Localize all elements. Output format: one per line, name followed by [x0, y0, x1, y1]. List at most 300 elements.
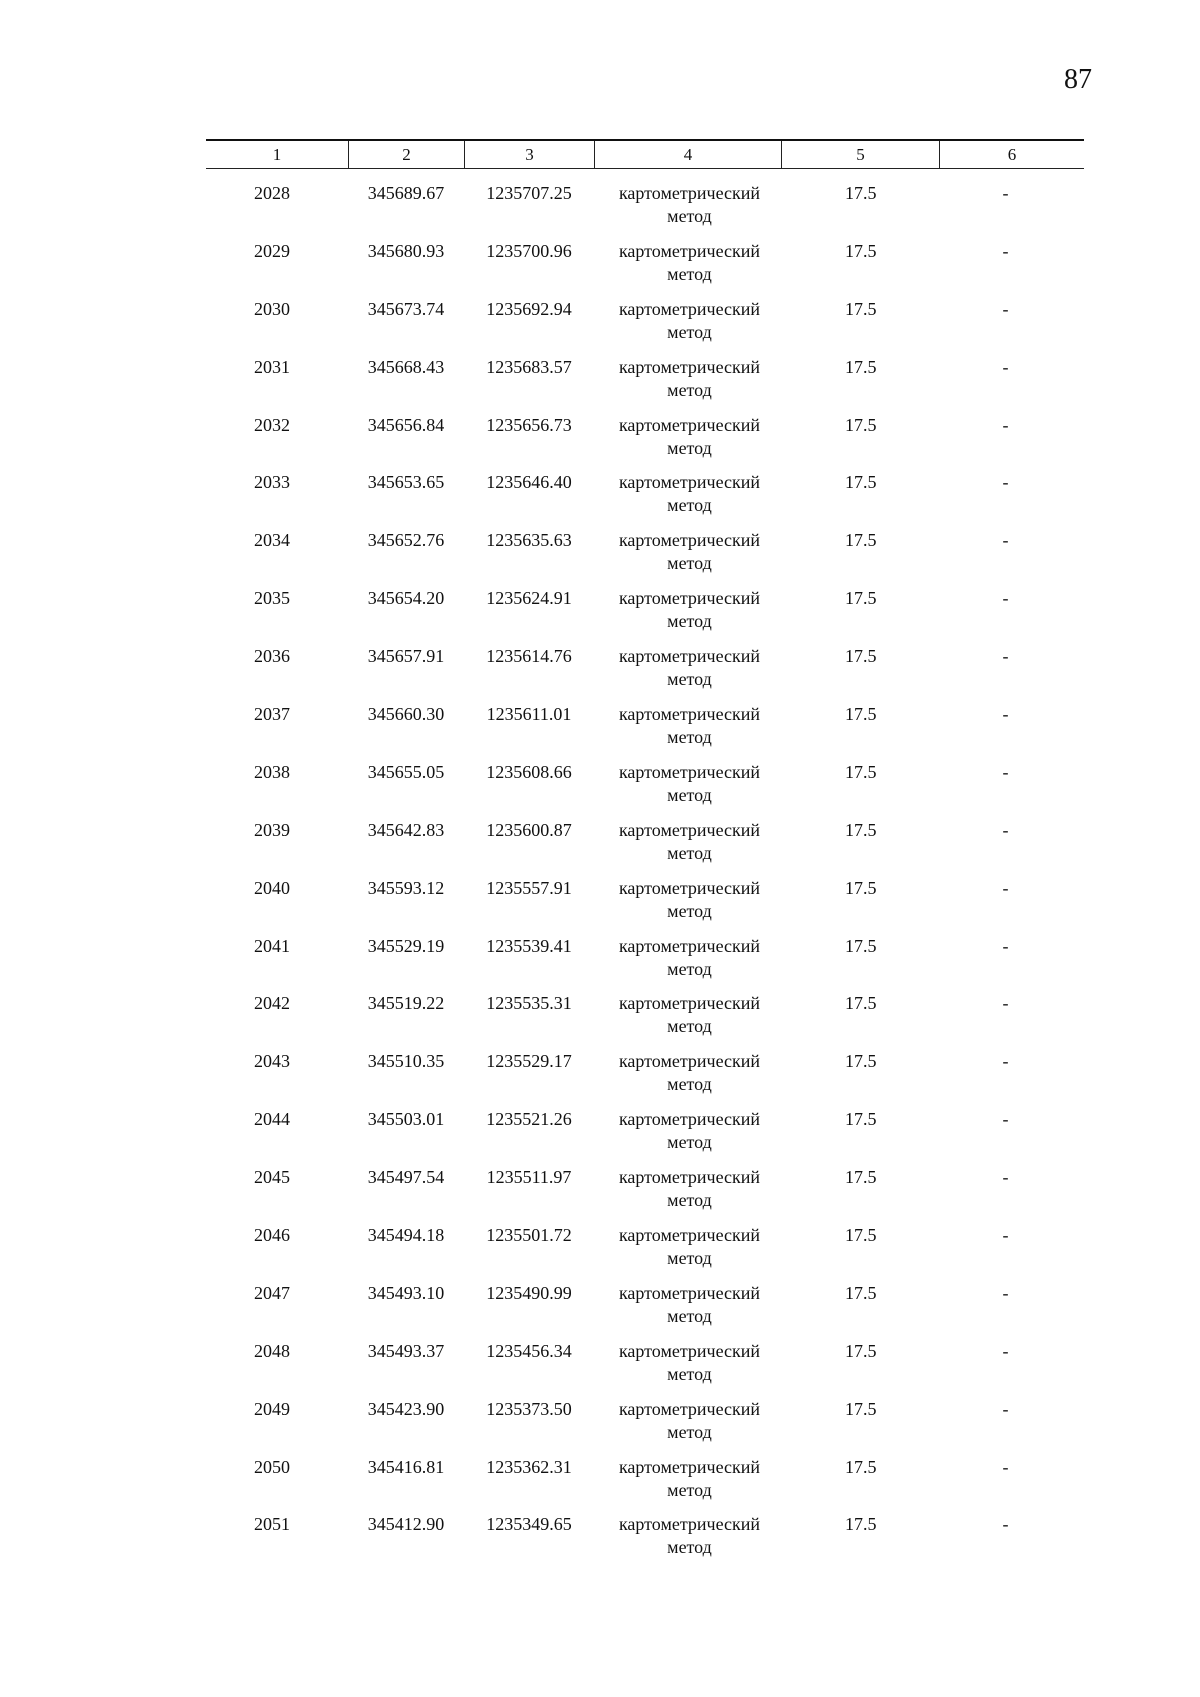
y-coordinate-cell: [464, 1269, 594, 1327]
y-coordinate-cell-text: 1235611.01: [486, 704, 572, 725]
point-number-cell-text: 2046: [254, 1225, 290, 1246]
point-number-cell-text: 2051: [254, 1514, 290, 1535]
point-number-cell-text: 2030: [254, 298, 290, 319]
method-cell: [594, 458, 781, 516]
point-number-cell-text: 2029: [254, 240, 290, 261]
point-number-cell: [206, 806, 348, 864]
y-coordinate-cell-text: 1235535.31: [486, 993, 572, 1014]
accuracy-cell: [781, 1211, 939, 1269]
y-coordinate-cell-text: 1235501.72: [486, 1225, 572, 1246]
x-coordinate-cell: [348, 343, 464, 401]
method-cell-text: метод: [667, 1421, 712, 1442]
column-header-5: 5: [781, 141, 939, 168]
point-number-cell: [206, 458, 348, 516]
y-coordinate-cell: [464, 1327, 594, 1385]
method-cell-text: картометрический: [618, 298, 761, 319]
y-coordinate-cell-text: 1235529.17: [486, 1051, 572, 1072]
accuracy-cell-text: 17.5: [845, 993, 877, 1014]
note-cell: [939, 748, 1084, 806]
method-cell-text: метод: [667, 321, 712, 342]
point-number-cell: [206, 1269, 348, 1327]
note-cell: [939, 690, 1084, 748]
method-cell-text: картометрический: [618, 1282, 761, 1303]
accuracy-cell: [781, 690, 939, 748]
note-cell: [939, 343, 1084, 401]
accuracy-cell-text: 17.5: [845, 1167, 877, 1188]
x-coordinate-cell: [348, 401, 464, 459]
note-cell: [939, 1095, 1084, 1153]
method-cell-text: метод: [667, 958, 712, 979]
accuracy-cell-text: 17.5: [845, 414, 877, 435]
table-row: [206, 285, 1084, 343]
accuracy-cell-text: 17.5: [845, 298, 877, 319]
note-cell: [939, 1269, 1084, 1327]
y-coordinate-cell-text: 1235456.34: [486, 1340, 572, 1361]
point-number-cell-text: 2036: [254, 646, 290, 667]
note-cell-text: -: [1002, 1514, 1009, 1535]
method-cell: [594, 864, 781, 922]
point-number-cell: [206, 1211, 348, 1269]
x-coordinate-cell: [348, 979, 464, 1037]
point-number-cell-text: 2045: [254, 1167, 290, 1188]
point-number-cell: [206, 690, 348, 748]
note-cell-text: -: [1002, 1456, 1009, 1477]
x-coordinate-cell-text: 345654.20: [367, 588, 445, 609]
accuracy-cell-text: 17.5: [845, 1398, 877, 1419]
column-header-2: 2: [348, 141, 464, 168]
note-cell: [939, 1037, 1084, 1095]
x-coordinate-cell: [348, 632, 464, 690]
accuracy-cell-text: 17.5: [845, 356, 877, 377]
x-coordinate-cell: [348, 458, 464, 516]
y-coordinate-cell: [464, 979, 594, 1037]
method-cell-text: метод: [667, 669, 712, 690]
table-row: [206, 169, 1084, 227]
accuracy-cell-text: 17.5: [845, 1225, 877, 1246]
method-cell: [594, 343, 781, 401]
x-coordinate-cell-text: 345656.84: [367, 414, 445, 435]
y-coordinate-cell-text: 1235608.66: [486, 761, 572, 782]
y-coordinate-cell: [464, 690, 594, 748]
x-coordinate-cell: [348, 285, 464, 343]
method-cell-text: метод: [667, 437, 712, 458]
table-row: [206, 1385, 1084, 1443]
table-row: [206, 690, 1084, 748]
accuracy-cell: [781, 979, 939, 1037]
method-cell-text: метод: [667, 263, 712, 284]
note-cell: [939, 922, 1084, 980]
accuracy-cell: [781, 516, 939, 574]
point-number-cell-text: 2049: [254, 1398, 290, 1419]
y-coordinate-cell-text: 1235700.96: [486, 240, 572, 261]
accuracy-cell-text: 17.5: [845, 1282, 877, 1303]
y-coordinate-cell: [464, 1095, 594, 1153]
accuracy-cell-text: 17.5: [845, 935, 877, 956]
accuracy-cell-text: 17.5: [845, 240, 877, 261]
point-number-cell-text: 2033: [254, 472, 290, 493]
method-cell-text: картометрический: [618, 935, 761, 956]
y-coordinate-cell: [464, 574, 594, 632]
accuracy-cell: [781, 806, 939, 864]
x-coordinate-cell: [348, 1153, 464, 1211]
method-cell-text: картометрический: [618, 472, 761, 493]
accuracy-cell-text: 17.5: [845, 1109, 877, 1130]
method-cell: [594, 1500, 781, 1558]
accuracy-cell-text: 17.5: [845, 530, 877, 551]
y-coordinate-cell: [464, 806, 594, 864]
y-coordinate-cell-text: 1235614.76: [486, 646, 572, 667]
method-cell: [594, 1385, 781, 1443]
point-number-cell-text: 2040: [254, 877, 290, 898]
y-coordinate-cell-text: 1235683.57: [486, 356, 572, 377]
x-coordinate-cell-text: 345423.90: [367, 1398, 445, 1419]
note-cell: [939, 458, 1084, 516]
note-cell-text: -: [1002, 240, 1009, 261]
method-cell-text: картометрический: [618, 877, 761, 898]
x-coordinate-cell-text: 345493.37: [367, 1340, 445, 1361]
point-number-cell: [206, 864, 348, 922]
method-cell-text: картометрический: [618, 1109, 761, 1130]
note-cell-text: -: [1002, 877, 1009, 898]
x-coordinate-cell-text: 345657.91: [367, 646, 445, 667]
x-coordinate-cell-text: 345412.90: [367, 1514, 445, 1535]
table-row: [206, 1327, 1084, 1385]
x-coordinate-cell: [348, 690, 464, 748]
column-header-6: 6: [939, 141, 1084, 168]
method-cell-text: метод: [667, 553, 712, 574]
table-row: [206, 516, 1084, 574]
method-cell-text: метод: [667, 727, 712, 748]
y-coordinate-cell-text: 1235656.73: [486, 414, 572, 435]
note-cell: [939, 806, 1084, 864]
x-coordinate-cell: [348, 227, 464, 285]
note-cell-text: -: [1002, 1282, 1009, 1303]
method-cell-text: картометрический: [618, 761, 761, 782]
note-cell: [939, 1443, 1084, 1501]
point-number-cell-text: 2035: [254, 588, 290, 609]
x-coordinate-cell: [348, 1037, 464, 1095]
point-number-cell: [206, 1443, 348, 1501]
table-row: [206, 922, 1084, 980]
note-cell-text: -: [1002, 704, 1009, 725]
note-cell: [939, 574, 1084, 632]
table-row: [206, 1095, 1084, 1153]
method-cell: [594, 227, 781, 285]
y-coordinate-cell-text: 1235557.91: [486, 877, 572, 898]
column-header-4: 4: [594, 141, 781, 168]
note-cell-text: -: [1002, 1167, 1009, 1188]
x-coordinate-cell-text: 345689.67: [367, 183, 445, 203]
x-coordinate-cell-text: 345655.05: [367, 761, 445, 782]
accuracy-cell: [781, 1153, 939, 1211]
accuracy-cell: [781, 632, 939, 690]
point-number-cell-text: 2042: [254, 993, 290, 1014]
method-cell-text: картометрический: [618, 993, 761, 1014]
y-coordinate-cell: [464, 1037, 594, 1095]
point-number-cell: [206, 285, 348, 343]
x-coordinate-cell: [348, 1211, 464, 1269]
note-cell-text: -: [1002, 414, 1009, 435]
accuracy-cell-text: 17.5: [845, 704, 877, 725]
y-coordinate-cell-text: 1235600.87: [486, 819, 572, 840]
method-cell: [594, 922, 781, 980]
x-coordinate-cell: [348, 1443, 464, 1501]
note-cell: [939, 401, 1084, 459]
accuracy-cell: [781, 1095, 939, 1153]
method-cell-text: картометрический: [618, 414, 761, 435]
method-cell-text: метод: [667, 1479, 712, 1500]
x-coordinate-cell-text: 345652.76: [367, 530, 445, 551]
note-cell: [939, 1327, 1084, 1385]
accuracy-cell: [781, 1443, 939, 1501]
accuracy-cell-text: 17.5: [845, 588, 877, 609]
method-cell: [594, 806, 781, 864]
point-number-cell-text: 2034: [254, 530, 290, 551]
y-coordinate-cell: [464, 748, 594, 806]
method-cell: [594, 1211, 781, 1269]
method-cell-text: метод: [667, 784, 712, 805]
note-cell-text: -: [1002, 1109, 1009, 1130]
method-cell-text: метод: [667, 1537, 712, 1558]
method-cell-text: метод: [667, 1132, 712, 1153]
method-cell-text: метод: [667, 495, 712, 516]
note-cell-text: -: [1002, 298, 1009, 319]
note-cell-text: -: [1002, 1051, 1009, 1072]
x-coordinate-cell-text: 345494.18: [367, 1225, 445, 1246]
note-cell: [939, 516, 1084, 574]
table-row: [206, 979, 1084, 1037]
note-cell: [939, 1385, 1084, 1443]
y-coordinate-cell: [464, 169, 594, 227]
y-coordinate-cell: [464, 227, 594, 285]
x-coordinate-cell-text: 345529.19: [367, 935, 445, 956]
method-cell-text: картометрический: [618, 183, 761, 203]
method-cell-text: картометрический: [618, 1398, 761, 1419]
table-row: [206, 343, 1084, 401]
y-coordinate-cell-text: 1235624.91: [486, 588, 572, 609]
point-number-cell: [206, 1385, 348, 1443]
method-cell: [594, 748, 781, 806]
x-coordinate-cell-text: 345593.12: [367, 877, 445, 898]
y-coordinate-cell: [464, 922, 594, 980]
point-number-cell-text: 2044: [254, 1109, 290, 1130]
y-coordinate-cell: [464, 1153, 594, 1211]
table-row: [206, 1269, 1084, 1327]
accuracy-cell: [781, 574, 939, 632]
x-coordinate-cell-text: 345503.01: [367, 1109, 445, 1130]
table-row: [206, 401, 1084, 459]
x-coordinate-cell: [348, 516, 464, 574]
accuracy-cell: [781, 1500, 939, 1558]
method-cell: [594, 1095, 781, 1153]
note-cell: [939, 227, 1084, 285]
x-coordinate-cell-text: 345497.54: [367, 1167, 445, 1188]
method-cell: [594, 285, 781, 343]
accuracy-cell: [781, 1269, 939, 1327]
coordinates-table: [206, 139, 1084, 1558]
table-row: [206, 748, 1084, 806]
note-cell-text: -: [1002, 761, 1009, 782]
point-number-cell: [206, 748, 348, 806]
method-cell-text: метод: [667, 611, 712, 632]
point-number-cell-text: 2041: [254, 935, 290, 956]
note-cell: [939, 632, 1084, 690]
note-cell: [939, 1153, 1084, 1211]
table-body: [206, 169, 1084, 1558]
x-coordinate-cell: [348, 1327, 464, 1385]
y-coordinate-cell-text: 1235490.99: [486, 1282, 572, 1303]
method-cell: [594, 690, 781, 748]
note-cell: [939, 864, 1084, 922]
method-cell-text: картометрический: [618, 1340, 761, 1361]
x-coordinate-cell: [348, 1095, 464, 1153]
y-coordinate-cell: [464, 516, 594, 574]
method-cell-text: картометрический: [618, 1051, 761, 1072]
method-cell: [594, 1153, 781, 1211]
x-coordinate-cell: [348, 1269, 464, 1327]
y-coordinate-cell-text: 1235692.94: [486, 298, 572, 319]
method-cell: [594, 401, 781, 459]
x-coordinate-cell-text: 345642.83: [367, 819, 445, 840]
point-number-cell: [206, 343, 348, 401]
method-cell-text: метод: [667, 1190, 712, 1211]
column-header-1: 1: [272, 145, 282, 164]
y-coordinate-cell: [464, 1500, 594, 1558]
method-cell-text: картометрический: [618, 646, 761, 667]
x-coordinate-cell-text: 345493.10: [367, 1282, 445, 1303]
accuracy-cell: [781, 748, 939, 806]
method-cell: [594, 574, 781, 632]
accuracy-cell: [781, 401, 939, 459]
table-row: [206, 1500, 1084, 1558]
column-header-3: 3: [464, 141, 594, 168]
note-cell: [939, 169, 1084, 227]
point-number-cell: [206, 574, 348, 632]
accuracy-cell: [781, 864, 939, 922]
note-cell: [939, 285, 1084, 343]
method-cell: [594, 516, 781, 574]
method-cell-text: картометрический: [618, 819, 761, 840]
method-cell-text: картометрический: [618, 588, 761, 609]
accuracy-cell: [781, 458, 939, 516]
page-number: 87: [1064, 64, 1092, 95]
table-row: [206, 806, 1084, 864]
method-cell-text: метод: [667, 206, 712, 226]
point-number-cell: [206, 1327, 348, 1385]
table-row: [206, 574, 1084, 632]
point-number-cell-text: 2050: [254, 1456, 290, 1477]
method-cell: [594, 1443, 781, 1501]
x-coordinate-cell: [348, 169, 464, 227]
y-coordinate-cell-text: 1235635.63: [486, 530, 572, 551]
note-cell: [939, 1211, 1084, 1269]
accuracy-cell-text: 17.5: [845, 1456, 877, 1477]
table-row: [206, 1153, 1084, 1211]
table-header: [206, 139, 1084, 169]
y-coordinate-cell-text: 1235521.26: [486, 1109, 572, 1130]
table-row: [206, 227, 1084, 285]
accuracy-cell: [781, 285, 939, 343]
accuracy-cell-text: 17.5: [845, 819, 877, 840]
table-row: [206, 458, 1084, 516]
point-number-cell: [206, 1037, 348, 1095]
method-cell: [594, 1327, 781, 1385]
note-cell-text: -: [1002, 356, 1009, 377]
y-coordinate-cell-text: 1235373.50: [486, 1398, 572, 1419]
y-coordinate-cell: [464, 1443, 594, 1501]
table-row: [206, 1037, 1084, 1095]
method-cell-text: картометрический: [618, 704, 761, 725]
method-cell-text: картометрический: [618, 1514, 761, 1535]
accuracy-cell: [781, 343, 939, 401]
accuracy-cell: [781, 922, 939, 980]
table-row: [206, 632, 1084, 690]
note-cell-text: -: [1002, 472, 1009, 493]
method-cell-text: картометрический: [618, 1456, 761, 1477]
accuracy-cell-text: 17.5: [845, 646, 877, 667]
x-coordinate-cell: [348, 1500, 464, 1558]
method-cell-text: картометрический: [618, 356, 761, 377]
accuracy-cell-text: 17.5: [845, 1340, 877, 1361]
table-row: [206, 864, 1084, 922]
point-number-cell: [206, 1095, 348, 1153]
method-cell-text: метод: [667, 900, 712, 921]
x-coordinate-cell-text: 345668.43: [367, 356, 445, 377]
method-cell: [594, 632, 781, 690]
note-cell-text: -: [1002, 588, 1009, 609]
y-coordinate-cell: [464, 1385, 594, 1443]
accuracy-cell-text: 17.5: [845, 761, 877, 782]
x-coordinate-cell: [348, 748, 464, 806]
y-coordinate-cell-text: 1235362.31: [486, 1456, 572, 1477]
accuracy-cell: [781, 227, 939, 285]
x-coordinate-cell-text: 345519.22: [367, 993, 445, 1014]
point-number-cell: [206, 169, 348, 227]
y-coordinate-cell-text: 1235707.25: [486, 183, 572, 203]
point-number-cell-text: 2028: [254, 183, 290, 203]
method-cell-text: картометрический: [618, 530, 761, 551]
note-cell-text: -: [1002, 530, 1009, 551]
point-number-cell-text: 2037: [254, 704, 290, 725]
point-number-cell: [206, 922, 348, 980]
table-row: [206, 1443, 1084, 1501]
note-cell-text: -: [1002, 993, 1009, 1014]
method-cell: [594, 1269, 781, 1327]
y-coordinate-cell: [464, 401, 594, 459]
method-cell-text: метод: [667, 379, 712, 400]
point-number-cell: [206, 1500, 348, 1558]
method-cell-text: картометрический: [618, 1167, 761, 1188]
x-coordinate-cell-text: 345680.93: [367, 240, 445, 261]
accuracy-cell-text: 17.5: [845, 1051, 877, 1072]
method-cell: [594, 979, 781, 1037]
point-number-cell: [206, 401, 348, 459]
note-cell-text: -: [1002, 1225, 1009, 1246]
y-coordinate-cell-text: 1235511.97: [486, 1167, 572, 1188]
x-coordinate-cell: [348, 864, 464, 922]
note-cell-text: -: [1002, 1340, 1009, 1361]
accuracy-cell-text: 17.5: [845, 877, 877, 898]
accuracy-cell-text: 17.5: [845, 472, 877, 493]
note-cell-text: -: [1002, 183, 1009, 203]
y-coordinate-cell-text: 1235539.41: [486, 935, 572, 956]
accuracy-cell: [781, 1327, 939, 1385]
method-cell-text: метод: [667, 1363, 712, 1384]
method-cell-text: метод: [667, 1305, 712, 1326]
method-cell: [594, 169, 781, 227]
note-cell: [939, 1500, 1084, 1558]
point-number-cell: [206, 632, 348, 690]
